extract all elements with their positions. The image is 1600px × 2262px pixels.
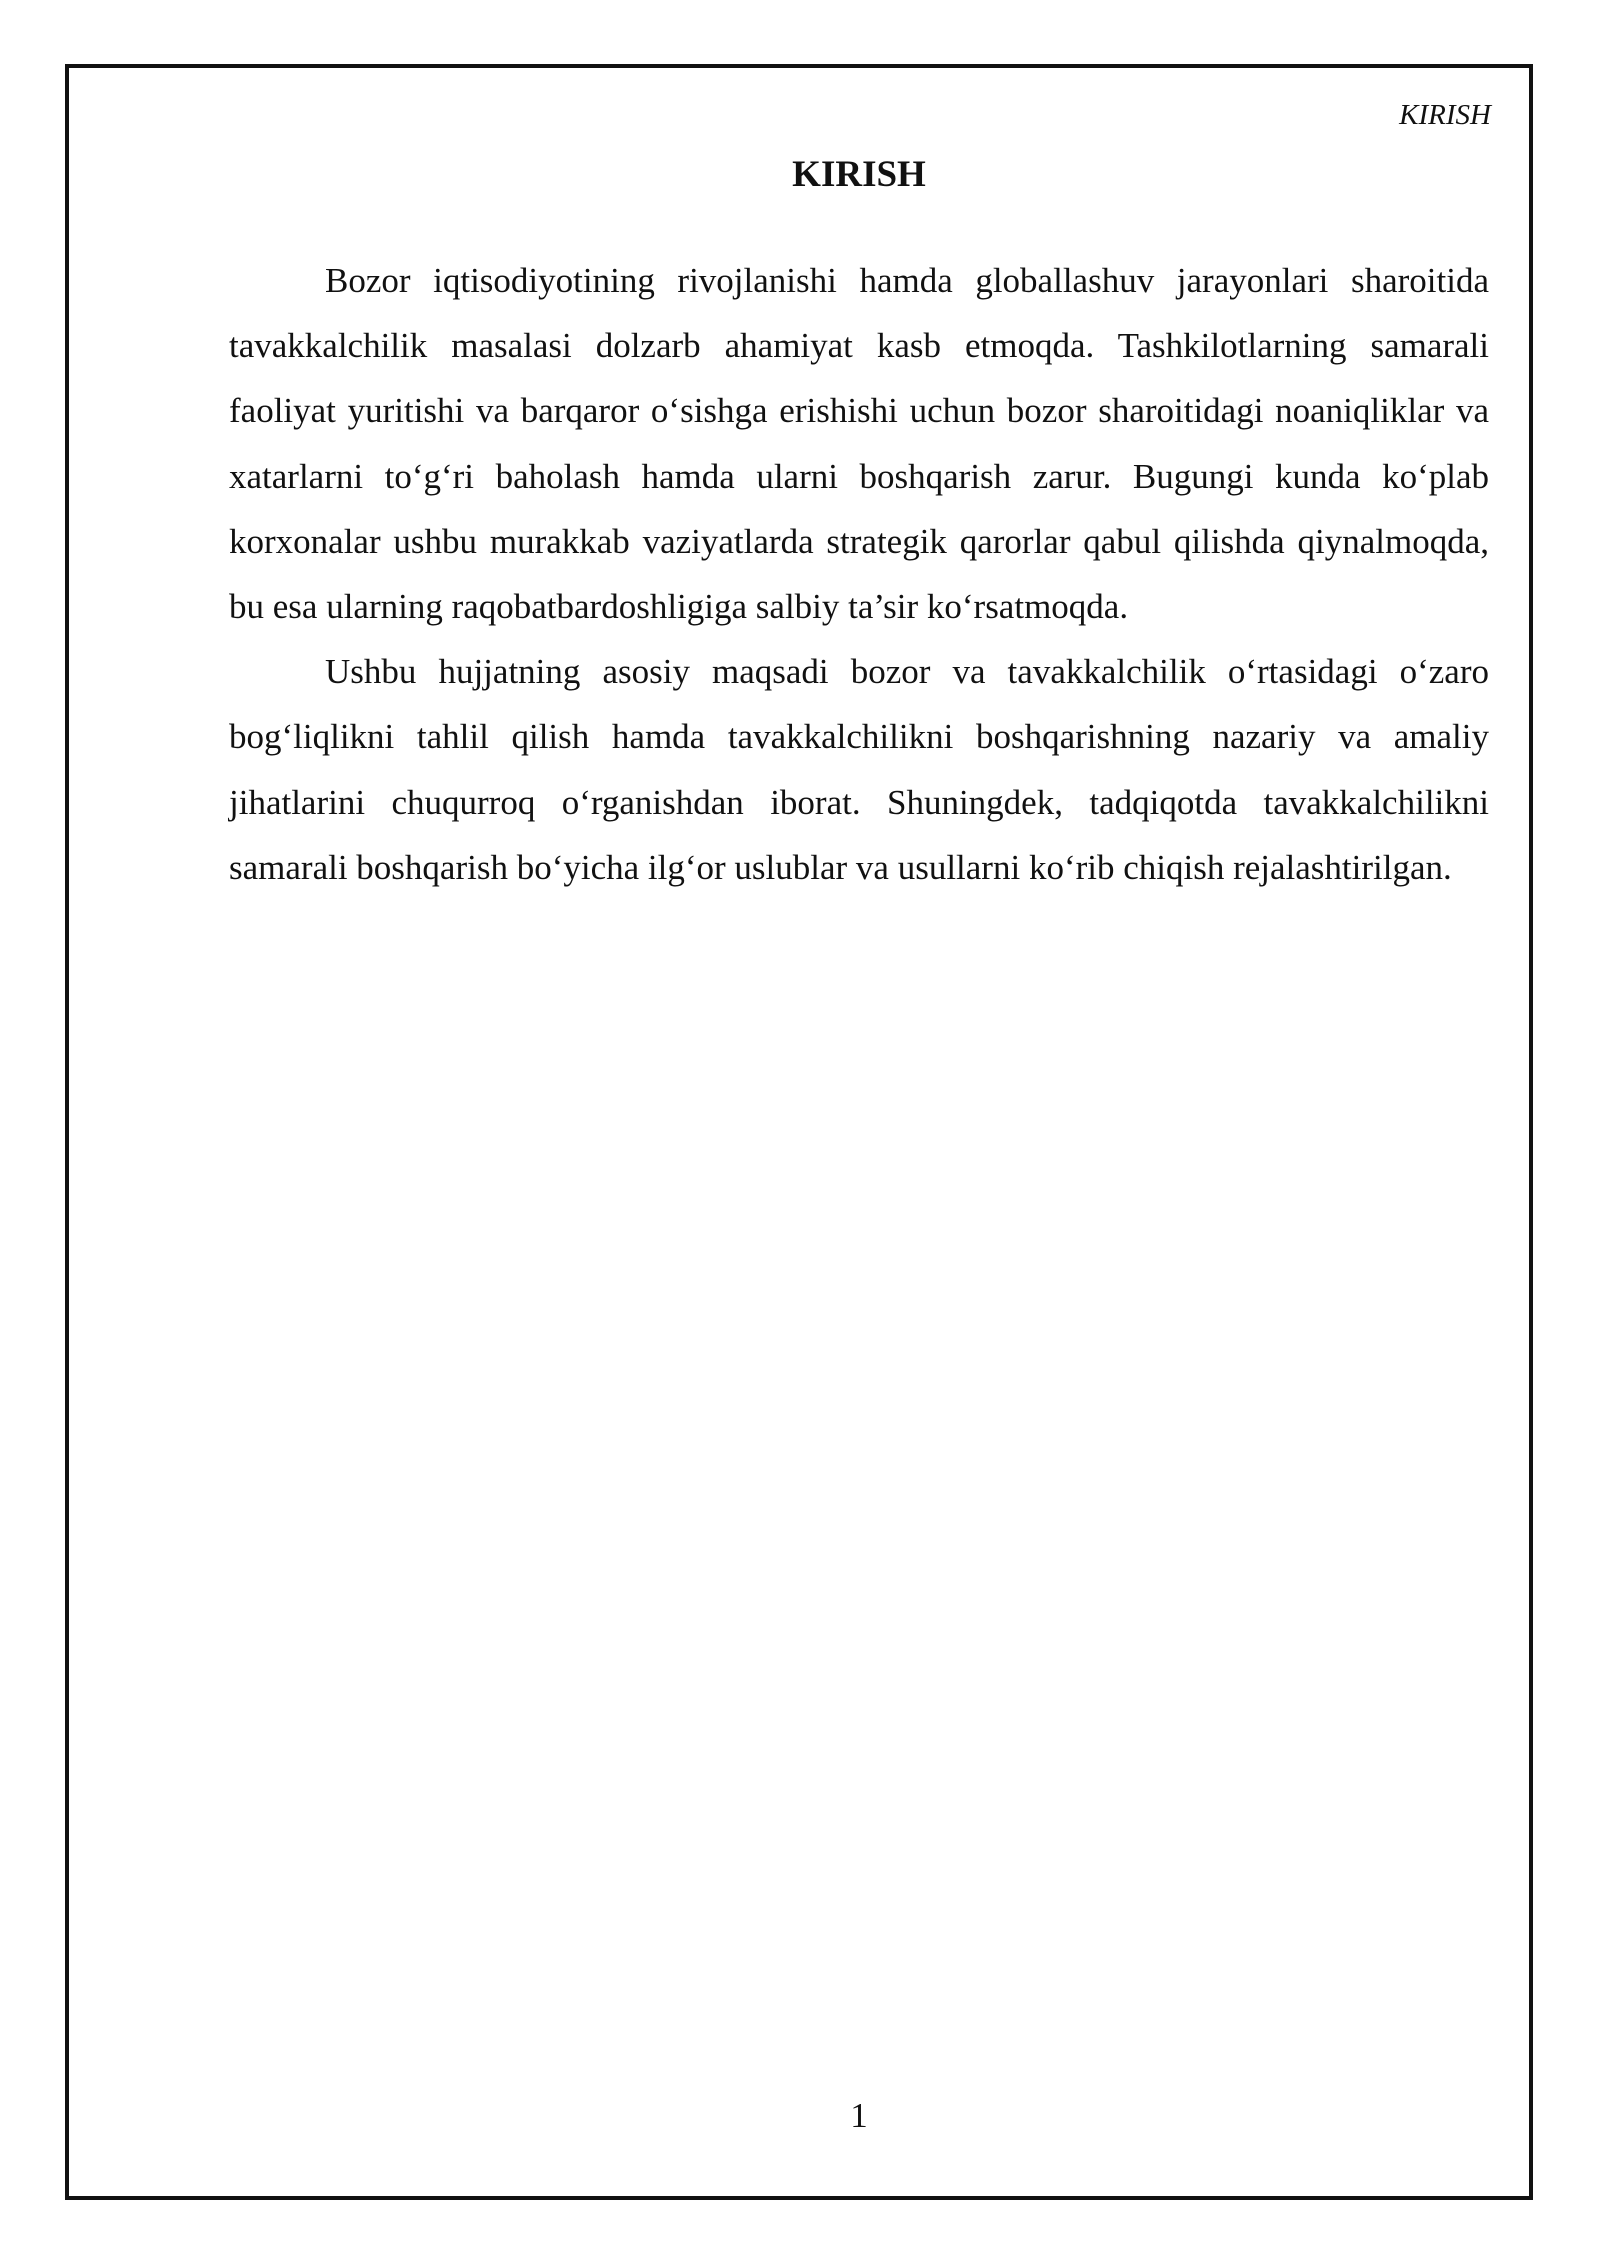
paragraph-1: Bozor iqtisodiyotining rivojlanishi hamda globallashuv jarayonlari sharoitida tavakkalchilik masalasi dolzarb ahamiyat kasb etmoqda. Tashkilotlarning samarali faoliyat yuritishi va barqaror o‘sishga erishishi uchun bozor sharoitidagi noaniqliklar va xatarlarni to‘g‘ri baholash hamda ularni boshqarish zarur. Bugungi kunda ko‘plab korxonalar ushbu murakkab vaziyatlarda strategik qarorlar qabul qilishda qiynalmoqda, bu esa ularning raqobatbardoshligiga salbiy ta’sir ko‘rsatmoqda.: [229, 261, 1489, 627]
body-text: [229, 248, 1489, 900]
page-title: KIRISH: [792, 154, 926, 195]
paragraph-2: Ushbu hujjatning asosiy maqsadi bozor va tavakkalchilik o‘rtasidagi o‘zaro bog‘liqlikni tahlil qilish hamda tavakkalchilikni boshqarishning nazariy va amaliy jihatlarini chuqurroq o‘rganishdan iborat. Shuningdek, tadqiqotda tavakkalchilikni samarali boshqarish bo‘yicha ilg‘or uslublar va usullarni ko‘rib chiqish rejalashtirilgan.: [229, 652, 1489, 887]
running-header: KIRISH: [1399, 99, 1491, 131]
page-number: 1: [850, 2096, 868, 2135]
